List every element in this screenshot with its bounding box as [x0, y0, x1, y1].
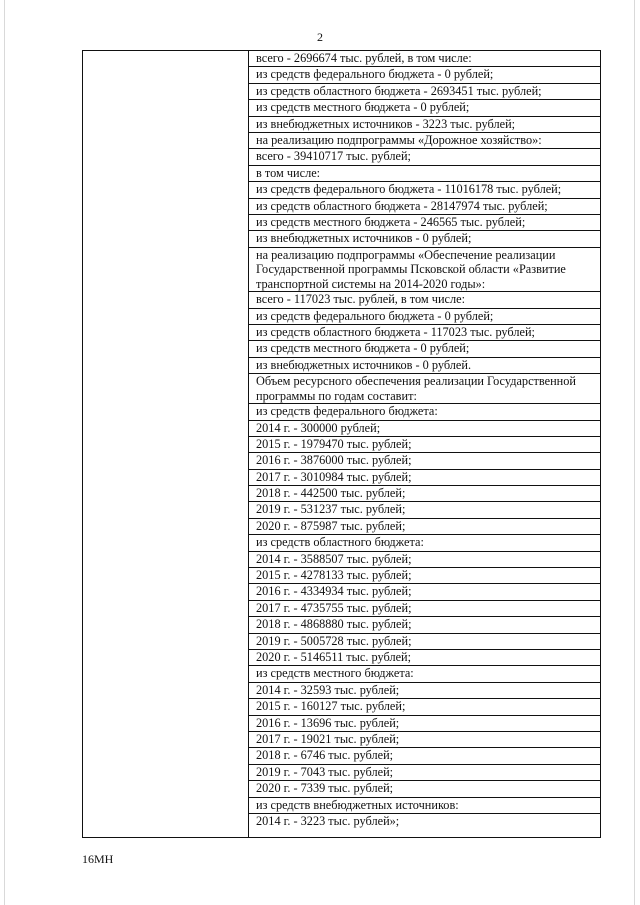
- table-row: 2014 г. - 32593 тыс. рублей;: [249, 683, 600, 699]
- table-row: из средств областного бюджета - 2693451 тыс. рублей;: [249, 84, 600, 100]
- table-content-column: [249, 51, 600, 837]
- table-row: всего - 39410717 тыс. рублей;: [249, 149, 600, 165]
- table-row: 2019 г. - 5005728 тыс. рублей;: [249, 634, 600, 650]
- table-row: всего - 2696674 тыс. рублей, в том числе:: [249, 51, 600, 67]
- document-code: 16МН: [82, 852, 114, 866]
- scan-edge-left: [4, 0, 5, 905]
- table-row: всего - 117023 тыс. рублей, в том числе:: [249, 292, 600, 308]
- table-row: из средств местного бюджета - 0 рублей;: [249, 100, 600, 116]
- table-row: 2019 г. - 7043 тыс. рублей;: [249, 765, 600, 781]
- table-row: 2014 г. - 3223 тыс. рублей»;: [256, 813, 400, 828]
- table-row: из средств федерального бюджета - 0 рублей;: [249, 67, 600, 83]
- table-row: 2016 г. - 4334934 тыс. рублей;: [249, 584, 600, 600]
- table-row: из средств местного бюджета - 0 рублей;: [249, 341, 600, 357]
- table-row: на реализацию подпрограммы «Дорожное хозяйство»:: [249, 133, 600, 149]
- scan-edge-right: [634, 0, 635, 905]
- table-row: 2017 г. - 4735755 тыс. рублей;: [249, 601, 600, 617]
- table-row: из средств областного бюджета - 117023 тыс. рублей;: [249, 325, 600, 341]
- table-row: 2020 г. - 875987 тыс. рублей;: [249, 519, 600, 535]
- table-row: 2018 г. - 442500 тыс. рублей;: [249, 486, 600, 502]
- table-row: 2018 г. - 4868880 тыс. рублей;: [249, 617, 600, 633]
- table-row: 2020 г. - 7339 тыс. рублей;: [249, 781, 600, 797]
- table-row: из средств областного бюджета:: [249, 535, 600, 551]
- table-row: на реализацию подпрограммы «Обеспечение реализации Государственной программы Псковской области «Развитие транспортной системы на 2014-2020 годы»:: [249, 248, 600, 293]
- table-row: в том числе:: [249, 166, 600, 182]
- table-row: из средств местного бюджета:: [249, 666, 600, 682]
- table-row: из внебюджетных источников - 3223 тыс. рублей;: [249, 117, 600, 133]
- table-row: 2018 г. - 6746 тыс. рублей;: [249, 748, 600, 764]
- table-row: из внебюджетных источников - 0 рублей.: [249, 358, 600, 374]
- table-row: из средств местного бюджета - 246565 тыс. рублей;: [249, 215, 600, 231]
- table-row: из средств внебюджетных источников:: [249, 798, 600, 814]
- table-row: 2017 г. - 3010984 тыс. рублей;: [249, 470, 600, 486]
- table-row: 2014 г. - 300000 рублей;: [249, 421, 600, 437]
- table-row: 2019 г. - 531237 тыс. рублей;: [249, 502, 600, 518]
- table-row: из средств федерального бюджета - 0 рублей;: [249, 309, 600, 325]
- table-row: 2014 г. - 3588507 тыс. рублей;: [249, 552, 600, 568]
- table-row: 2017 г. - 19021 тыс. рублей;: [249, 732, 600, 748]
- table-row: 2016 г. - 13696 тыс. рублей;: [249, 716, 600, 732]
- table-row: из средств федерального бюджета:: [249, 404, 600, 420]
- table-row: 2020 г. - 5146511 тыс. рублей;: [249, 650, 600, 666]
- table-row: из внебюджетных источников - 0 рублей;: [249, 231, 600, 247]
- resource-table: [82, 50, 601, 838]
- table-row: из средств федерального бюджета - 11016178 тыс. рублей;: [249, 182, 600, 198]
- table-row: 2016 г. - 3876000 тыс. рублей;: [249, 453, 600, 469]
- page-number: 2: [317, 30, 323, 44]
- table-row: 2015 г. - 4278133 тыс. рублей;: [249, 568, 600, 584]
- table-row: из средств областного бюджета - 28147974 тыс. рублей;: [249, 199, 600, 215]
- table-row: 2015 г. - 160127 тыс. рублей;: [249, 699, 600, 715]
- table-row: 2015 г. - 1979470 тыс. рублей;: [249, 437, 600, 453]
- table-row: Объем ресурсного обеспечения реализации Государственной программы по годам составит:: [249, 374, 600, 404]
